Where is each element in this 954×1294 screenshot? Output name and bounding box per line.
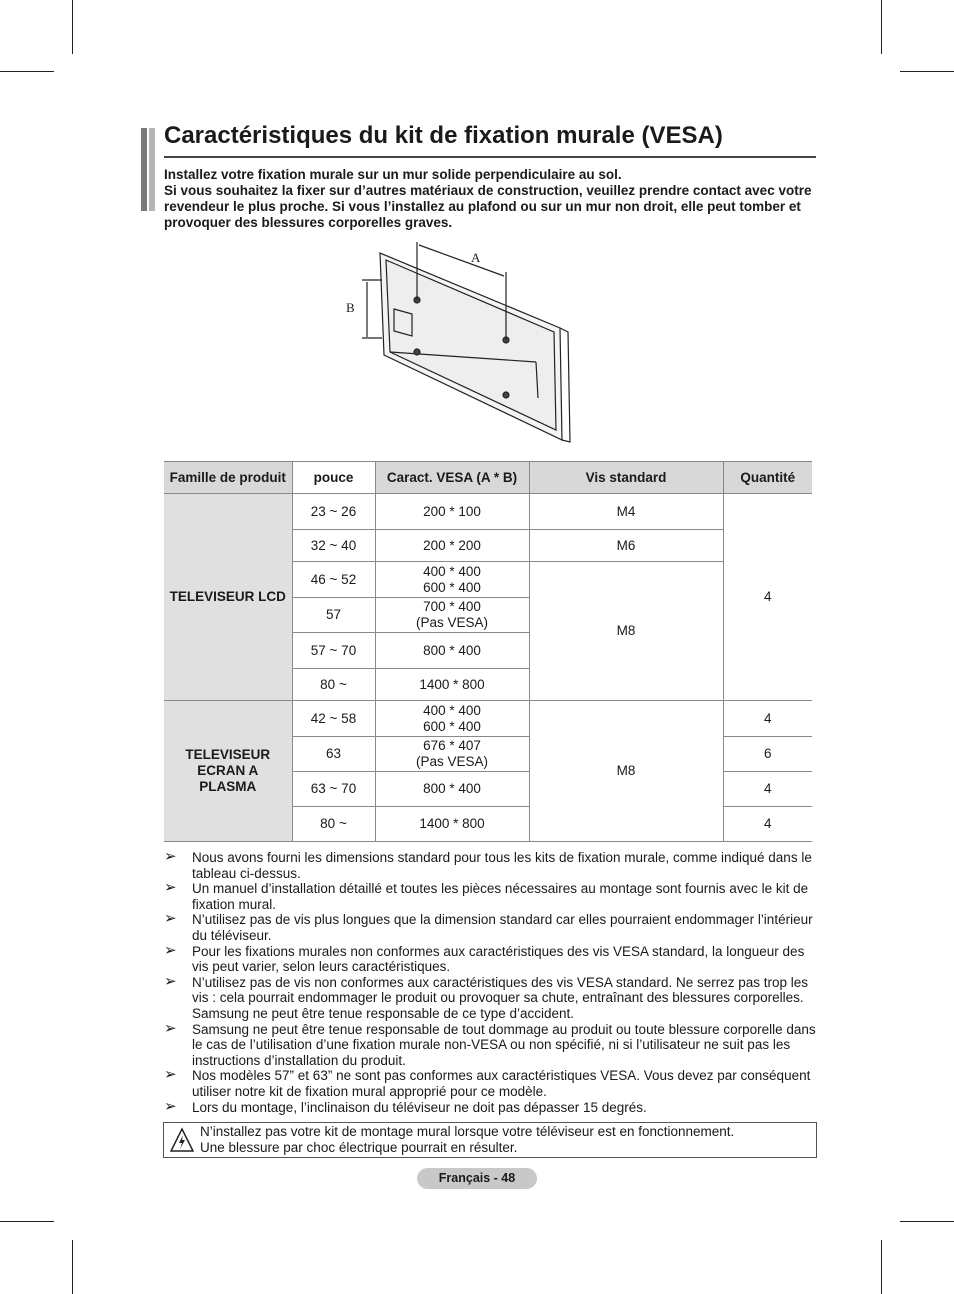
pouce-cell: 57: [292, 598, 375, 633]
family-plasma-line: ECRAN A: [197, 763, 259, 778]
warning-line-2: Une blessure par choc électrique pourrait en résulter.: [200, 1139, 518, 1155]
title-accent-bar: [149, 128, 155, 211]
list-item: [164, 1019, 820, 1069]
intro-text: [164, 167, 814, 231]
vesa-value: (Pas VESA): [415, 754, 489, 769]
note-text: Nos modèles 57” et 63” ne sont pas conformes aux caractéristiques VESA. Vous devez par conséquent utiliser notre kit de fixation mural approprié pour ce modèle.: [192, 1068, 811, 1099]
list-item: [164, 881, 820, 912]
family-plasma-line: PLASMA: [199, 779, 257, 794]
label-a: A: [471, 250, 481, 265]
family-plasma: [164, 701, 292, 842]
quantite-cell: 4: [723, 807, 812, 842]
vesa-value: 400 * 400: [423, 563, 481, 579]
crop-mark: [0, 1221, 54, 1222]
pouce-cell: 23 ~ 26: [292, 494, 375, 530]
crop-mark: [72, 0, 73, 54]
vesa-cell: [375, 598, 529, 633]
crop-mark: [72, 1240, 73, 1294]
title-accent-bar: [141, 128, 147, 211]
pouce-cell: 42 ~ 58: [292, 701, 375, 737]
arrow-bullet-icon: ➢: [164, 1019, 177, 1037]
quantite-cell: 6: [723, 737, 812, 772]
vesa-cell: [375, 701, 529, 737]
page-title: Caractéristiques du kit de fixation murale (VESA): [164, 122, 723, 149]
arrow-bullet-icon: ➢: [164, 1097, 177, 1115]
title-rule: [164, 156, 816, 158]
note-text: Un manuel d’installation détaillé et toutes les pièces nécessaires au montage sont fournis avec le kit de fixation mural.: [192, 881, 809, 912]
pouce-cell: 80 ~: [292, 669, 375, 701]
pouce-cell: 46 ~ 52: [292, 562, 375, 598]
pouce-cell: 80 ~: [292, 807, 375, 842]
vesa-cell: 1400 * 800: [375, 669, 529, 701]
note-text: N’utilisez pas de vis plus longues que la dimension standard car elles pourraient endommager l’intérieur du téléviseur.: [192, 912, 813, 943]
warning-box: [163, 1122, 817, 1158]
notes-list: [164, 850, 820, 1115]
vesa-cell: 200 * 200: [375, 530, 529, 562]
vesa-cell: 800 * 400: [375, 772, 529, 807]
col-header-famille: Famille de produit: [164, 462, 292, 494]
vesa-value: (Pas VESA): [415, 615, 489, 630]
vesa-cell: 1400 * 800: [375, 807, 529, 842]
arrow-bullet-icon: ➢: [164, 848, 177, 865]
quantite-cell: 4: [723, 701, 812, 737]
vesa-cell: 800 * 400: [375, 633, 529, 669]
vis-cell: M4: [529, 494, 723, 530]
vesa-value: 700 * 400: [423, 599, 481, 614]
list-item: [164, 1097, 820, 1116]
list-item: [164, 912, 820, 943]
vis-cell: M6: [529, 530, 723, 562]
page-footer: Français - 48: [417, 1168, 537, 1189]
list-item: [164, 1068, 820, 1099]
col-header-pouce: pouce: [292, 462, 375, 494]
list-item: [164, 850, 820, 881]
warning-icon: [170, 1127, 194, 1153]
vesa-spec-table: [164, 461, 812, 842]
arrow-bullet-icon: ➢: [164, 910, 177, 928]
family-lcd: TELEVISEUR LCD: [164, 494, 292, 701]
vesa-value: 400 * 400: [423, 702, 481, 718]
col-header-quantite: Quantité: [723, 462, 812, 494]
table-row: [164, 494, 812, 530]
intro-line-2: Si vous souhaitez la fixer sur d’autres matériaux de construction, veuillez prendre contact avec votre revendeur le plus proche. Si vous l’installez au plafond ou sur un mur non droit, elle peut tomber et provoquer des blessures corporelles graves.: [164, 183, 812, 230]
label-b: B: [346, 300, 355, 315]
vis-cell: M8: [529, 562, 723, 701]
tv-wall-mount-diagram: [340, 240, 580, 445]
crop-mark: [881, 0, 882, 54]
pouce-cell: 63: [292, 737, 375, 772]
pouce-cell: 57 ~ 70: [292, 633, 375, 669]
pouce-cell: 32 ~ 40: [292, 530, 375, 562]
arrow-bullet-icon: ➢: [164, 1066, 177, 1084]
note-text: Lors du montage, l’inclinaison du téléviseur ne doit pas dépasser 15 degrés.: [192, 1099, 647, 1115]
crop-mark: [881, 1240, 882, 1294]
pouce-cell: 63 ~ 70: [292, 772, 375, 807]
family-plasma-line: TELEVISEUR: [185, 747, 271, 762]
quantite-cell: 4: [723, 772, 812, 807]
arrow-bullet-icon: ➢: [164, 941, 177, 959]
table-row: [164, 701, 812, 737]
crop-mark: [900, 1221, 954, 1222]
quantite-cell: 4: [723, 494, 812, 701]
vesa-value: 676 * 407: [423, 738, 481, 753]
vis-cell: M8: [529, 701, 723, 842]
note-text: Pour les fixations murales non conformes aux caractéristiques des vis VESA standard, la longueur des vis peut varier, selon leurs caractéristiques.: [192, 943, 805, 975]
crop-mark: [0, 71, 54, 72]
intro-line-1: Installez votre fixation murale sur un mur solide perpendiculaire au sol.: [164, 167, 622, 182]
note-text: Nous avons fourni les dimensions standard pour tous les kits de fixation murale, comme indiqué dans le tableau ci-dessus.: [192, 850, 812, 881]
col-header-vis: Vis standard: [529, 462, 723, 494]
vesa-value: 600 * 400: [423, 718, 481, 734]
col-header-vesa: Caract. VESA (A * B): [375, 462, 529, 494]
vesa-cell: 200 * 100: [375, 494, 529, 530]
arrow-bullet-icon: ➢: [164, 879, 177, 897]
warning-line-1: N’installez pas votre kit de montage mural lorsque votre téléviseur est en fonctionnement.: [200, 1124, 735, 1139]
vesa-cell: [375, 737, 529, 772]
note-text: N’utilisez pas de vis non conformes aux caractéristiques des vis VESA standard. Ne serrez pas trop les vis : cela pourrait endommager le produit ou provoquer sa chute, entraînant des blessures corporelles. Samsung ne peut être tenue responsable de ce type d’accident.: [192, 974, 809, 1021]
vesa-cell: [375, 562, 529, 598]
warning-text: [200, 1124, 734, 1155]
crop-mark: [900, 71, 954, 72]
vesa-value: 600 * 400: [423, 579, 481, 595]
list-item: [164, 941, 820, 975]
list-item: [164, 972, 820, 1022]
note-text: Samsung ne peut être tenue responsable de tout dommage au produit ou toute blessure corporelle dans le cas de l’utilisation d’une fixation murale non-VESA ou non spécifié, ni si l’utilisateur ne suit pas les instructions d’installation du produit.: [192, 1021, 816, 1068]
arrow-bullet-icon: ➢: [164, 972, 177, 990]
table-header-row: [164, 462, 812, 494]
